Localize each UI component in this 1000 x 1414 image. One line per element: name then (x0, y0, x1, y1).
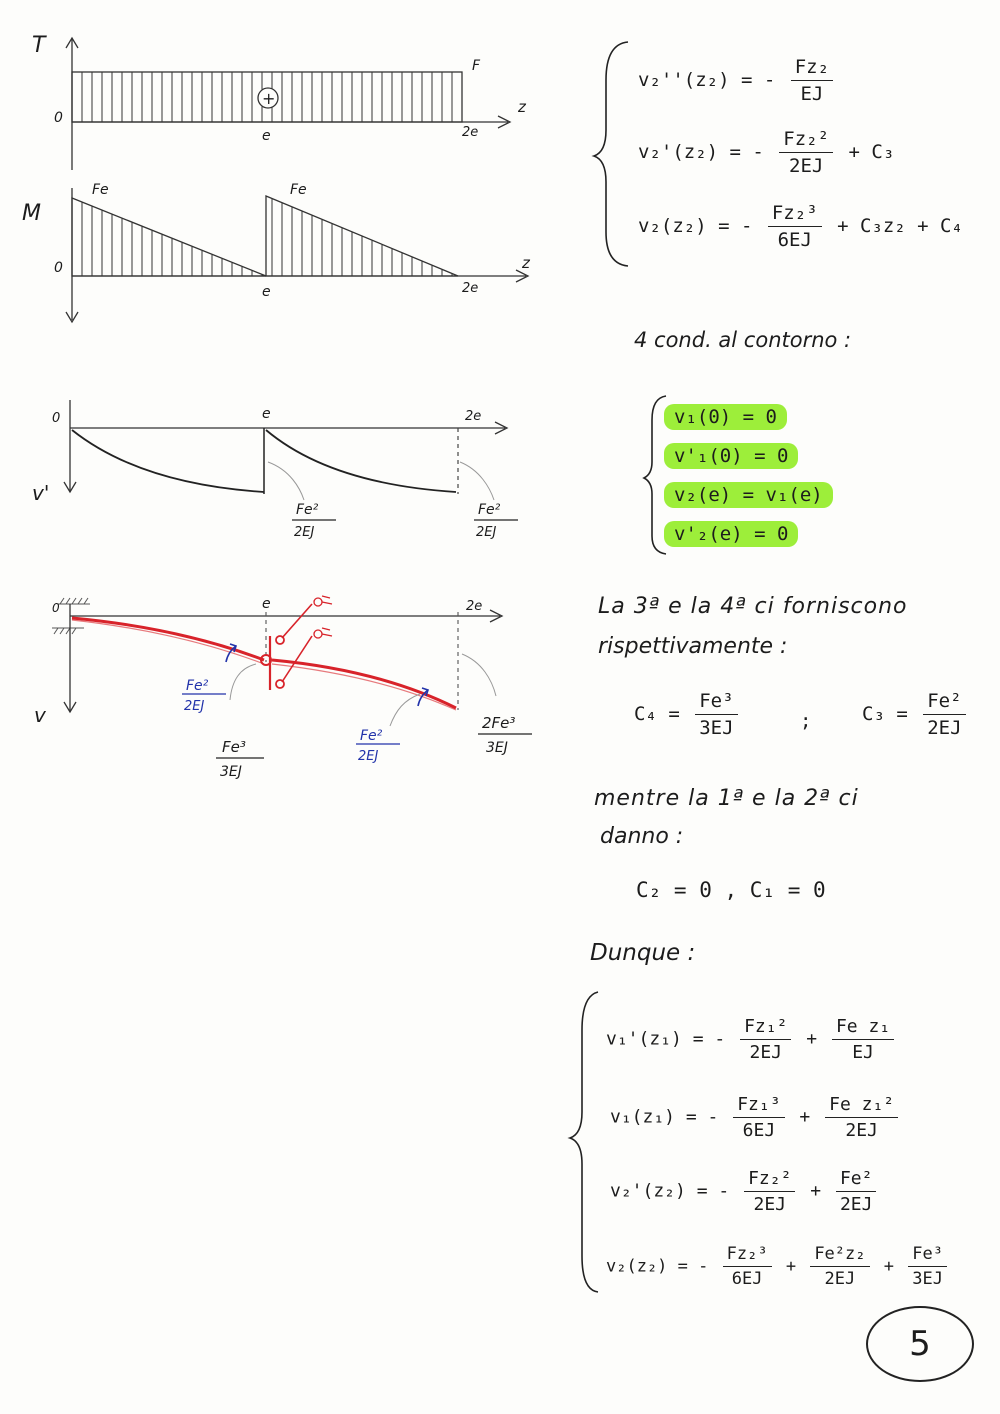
leader-line (462, 654, 496, 696)
rotation-tick-e: e (262, 406, 271, 422)
eq-lhs: v₁'(z₁) = - (606, 1028, 726, 1050)
shear-tick-e: e (262, 128, 271, 144)
deflection-blue-label-2-den: 2EJ (358, 749, 379, 764)
eq-lhs: C₄ = (634, 703, 680, 725)
fraction-num: Fe² (923, 690, 965, 715)
c-values: C₂ = 0 , C₁ = 0 (636, 878, 826, 902)
highlighted-condition: v'₁(0) = 0 (664, 443, 798, 469)
rotation-diagram (32, 400, 518, 540)
fraction (744, 1168, 795, 1215)
fraction-den: 6EJ (731, 1269, 763, 1289)
highlighted-condition: v₁(0) = 0 (664, 404, 787, 430)
fraction-num: Fz₂² (779, 128, 833, 153)
eq-lhs: v₂'(z₂) = - (638, 141, 764, 163)
fraction-den: 2EJ (749, 1042, 782, 1063)
shear-axis-label: T (32, 33, 46, 58)
eq-rhs: + C₃z₂ + C₄ (837, 215, 963, 237)
eq-lhs: v₂'(z₂) = - (610, 1180, 730, 1202)
plus-sign: + (262, 89, 276, 108)
fraction (779, 128, 833, 177)
condition-4 (664, 521, 798, 547)
shear-origin-label: 0 (54, 110, 63, 126)
fraction (825, 1094, 898, 1141)
separator: ; (800, 710, 812, 732)
deflection-label-2-den: 3EJ (486, 740, 508, 756)
text-line: La 3ª e la 4ª ci forniscono (598, 594, 908, 619)
text-line: danno : (600, 824, 684, 849)
fraction (768, 202, 822, 251)
ground-hatch-icon (314, 596, 332, 638)
shear-value-label: F (472, 58, 481, 74)
deflection-origin-label: 0 (52, 601, 60, 615)
deflection-blue-label-1-num: Fe² (186, 678, 209, 694)
fraction (908, 1244, 947, 1289)
page-number: 5 (866, 1306, 974, 1382)
fraction (836, 1168, 877, 1215)
fraction-den: 2EJ (839, 1194, 873, 1215)
leader-line (230, 664, 256, 700)
text-line: mentre la 1ª e la 2ª ci (594, 786, 859, 811)
link-rod (282, 604, 312, 638)
fraction-num: Fz₁² (740, 1016, 791, 1040)
moment-z-label: z (522, 254, 530, 272)
brace-conditions (644, 396, 666, 554)
fraction-den: 2EJ (789, 155, 824, 177)
deflection-tick-2e: 2e (466, 599, 483, 614)
moment-triangle-2 (266, 196, 458, 276)
eq-lhs: C₃ = (862, 703, 908, 725)
rotation-curve-2 (266, 430, 456, 492)
fraction (695, 690, 737, 739)
condition-2 (664, 443, 798, 469)
leader-line (268, 462, 304, 500)
fraction-den: 3EJ (912, 1269, 943, 1289)
deflection-blue-label-2-num: Fe² (360, 728, 383, 744)
system1-eq3 (638, 202, 963, 251)
system2-row2 (610, 1094, 902, 1141)
rotation-label-1-den: 2EJ (294, 525, 315, 540)
fraction-den: 2EJ (845, 1120, 878, 1141)
shear-tick-2e: 2e (462, 125, 479, 140)
operator: + (806, 1028, 818, 1050)
rotation-tick-2e: 2e (465, 409, 482, 424)
operator: + (883, 1256, 894, 1277)
eq-lhs: v₁(z₁) = - (610, 1106, 719, 1128)
shear-diagram (32, 33, 527, 170)
eq-lhs: v₂(z₂) = - (638, 215, 753, 237)
fraction-num: Fe z₁ (832, 1016, 894, 1040)
highlighted-condition: v₂(e) = v₁(e) (664, 482, 833, 508)
deflection-blue-label-1-den: 2EJ (184, 699, 205, 714)
fraction (723, 1244, 772, 1289)
system2-row1 (606, 1016, 898, 1063)
fraction-den: 2EJ (753, 1194, 786, 1215)
fraction (791, 56, 833, 105)
fraction (832, 1016, 894, 1063)
leader-line (460, 462, 494, 500)
moment-origin-label: 0 (54, 260, 63, 276)
operator: + (799, 1106, 811, 1128)
deflection-label-2-num: 2Fe³ (482, 714, 516, 732)
rotation-curve-1 (72, 430, 264, 492)
shear-z-label: z (518, 98, 526, 116)
moment-tick-e: e (262, 284, 271, 300)
link-rod (282, 636, 312, 682)
eq-lhs: v₂(z₂) = - (606, 1256, 709, 1277)
c3-result (862, 690, 970, 739)
rotation-label-1-num: Fe² (296, 502, 319, 518)
conditions-title: 4 cond. al contorno : (634, 328, 852, 352)
condition-3 (664, 482, 833, 508)
text-line: rispettivamente : (598, 634, 788, 659)
brace-system-2 (570, 992, 598, 1292)
deflection-tick-e: e (262, 596, 271, 612)
deflection-diagram (34, 596, 532, 780)
fraction-num: Fz₁³ (733, 1094, 784, 1118)
system1-eq1 (638, 56, 837, 105)
operator: + (810, 1180, 822, 1202)
brace-system-1 (594, 42, 628, 266)
fraction (923, 690, 965, 739)
fraction (810, 1244, 869, 1289)
fraction (740, 1016, 791, 1063)
fraction-den: EJ (852, 1042, 874, 1063)
rotation-label-2-den: 2EJ (476, 525, 497, 540)
condition-1 (664, 404, 787, 430)
deflection-label-1-num: Fe³ (222, 738, 246, 756)
operator: + (785, 1256, 797, 1277)
fraction-num: Fz₂ (791, 56, 833, 81)
deflection-curve-1-shadow (72, 620, 264, 664)
moment-tick-2e: 2e (462, 281, 479, 296)
moment-diagram (22, 182, 531, 322)
fraction-den: 2EJ (824, 1269, 856, 1289)
fraction-num: Fz₂³ (768, 202, 822, 227)
fraction-num: Fz₂³ (723, 1244, 772, 1267)
eq-rhs: + C₃ (848, 141, 895, 163)
dunque-label: Dunque : (590, 940, 696, 966)
fraction-den: 6EJ (777, 229, 812, 251)
deflection-curve-2-shadow (272, 664, 456, 710)
moment-peak-1: Fe (92, 182, 109, 198)
fraction-den: 2EJ (927, 717, 962, 739)
fraction-num: Fe z₁² (825, 1094, 898, 1118)
leader-line (390, 694, 420, 726)
eq-lhs: v₂''(z₂) = - (638, 69, 776, 91)
fraction-den: EJ (800, 83, 824, 105)
rotation-label-2-num: Fe² (478, 502, 501, 518)
system1-eq2 (638, 128, 894, 177)
c4-result (634, 690, 742, 739)
rotation-origin-label: 0 (52, 411, 61, 426)
fraction-num: Fe³ (908, 1244, 947, 1267)
fraction-den: 3EJ (699, 717, 734, 739)
fraction (733, 1094, 784, 1141)
deflection-axis-label: v (34, 703, 46, 727)
fraction-num: Fe² (836, 1168, 877, 1192)
deflection-label-1-den: 3EJ (220, 764, 242, 780)
moment-triangle-1 (72, 198, 266, 276)
moment-peak-2: Fe (290, 182, 307, 198)
moment-axis-label: M (22, 201, 41, 226)
highlighted-condition: v'₂(e) = 0 (664, 521, 798, 547)
fraction-num: Fe²z₂ (810, 1244, 869, 1267)
rotation-axis-label: v' (32, 481, 50, 505)
fraction-num: Fz₂² (744, 1168, 795, 1192)
system2-row4 (606, 1244, 951, 1289)
fraction-den: 6EJ (742, 1120, 776, 1141)
fraction-num: Fe³ (695, 690, 737, 715)
system2-row3 (610, 1168, 880, 1215)
